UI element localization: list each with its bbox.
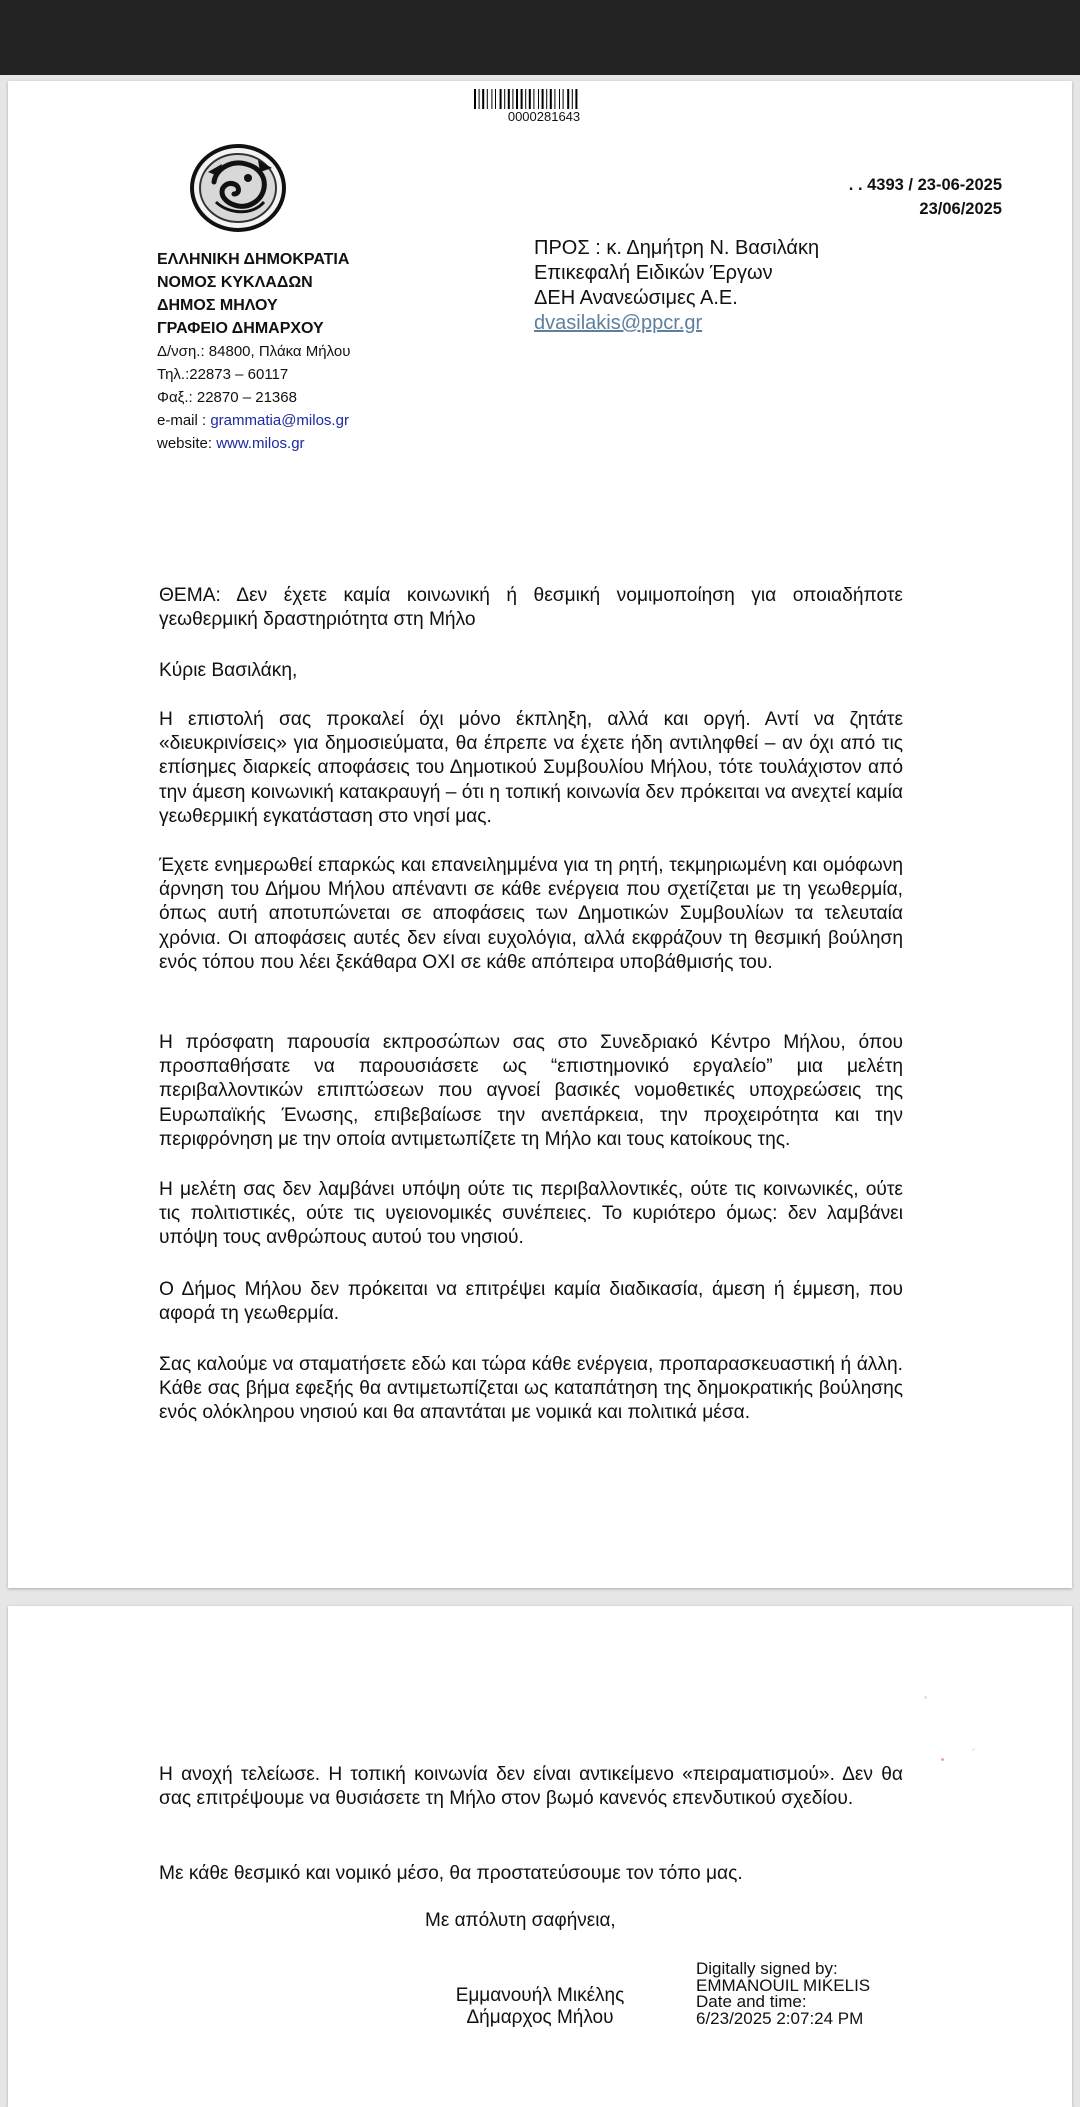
recipient-email-link[interactable]: dvasilakis@ppcr.gr bbox=[534, 312, 703, 334]
page2-paragraph-2 bbox=[159, 1862, 903, 1886]
paragraph-5 bbox=[159, 1278, 903, 1326]
barcode-bar bbox=[546, 89, 547, 109]
sender-website-link[interactable]: www.milos.gr bbox=[216, 435, 305, 452]
paragraph-4 bbox=[159, 1178, 903, 1251]
sender-phone: Τηλ.:22873 – 60117 bbox=[157, 366, 289, 383]
municipality-seal-logo bbox=[188, 142, 288, 234]
barcode-bar bbox=[533, 89, 534, 109]
barcode-bar bbox=[559, 89, 560, 109]
barcode-bar bbox=[516, 89, 518, 109]
paragraph-1 bbox=[159, 708, 903, 829]
subject-line bbox=[159, 584, 903, 632]
sender-email-link[interactable]: grammatia@milos.gr bbox=[210, 412, 349, 429]
paragraph-text: Ο Δήμος Μήλου δεν πρόκειται να επιτρέψει καμία διαδικασία, άμεση ή έμμεση, που αφορά τη γεωθερμία. bbox=[159, 1279, 903, 1325]
digital-signature bbox=[696, 1961, 870, 2027]
sender-website-row bbox=[157, 432, 350, 455]
barcode-bar bbox=[500, 89, 502, 109]
barcode-bar bbox=[482, 89, 484, 109]
stray-mark bbox=[972, 1748, 975, 1751]
barcode-bar bbox=[504, 89, 505, 109]
stray-mark bbox=[924, 1696, 927, 1699]
digital-signature-line-1: Digitally signed by: bbox=[696, 1959, 838, 1978]
salutation-text: Κύριε Βασιλάκη, bbox=[159, 660, 298, 681]
barcode-bar bbox=[567, 89, 569, 109]
digital-signature-line-2: EMMANOUIL MIKELIS bbox=[696, 1975, 871, 1995]
barcode-bar bbox=[550, 89, 552, 109]
barcode-bar bbox=[538, 89, 539, 109]
barcode-bar bbox=[563, 89, 564, 109]
barcode-bar bbox=[575, 89, 577, 109]
signatory-title: Δήμαρχος Μήλου bbox=[466, 2007, 614, 2028]
sender-line-1: ΕΛΛΗΝΙΚΗ ΔΗΜΟΚΡΑΤΙΑ bbox=[157, 251, 350, 268]
digital-signature-line-4: 6/23/2025 2:07:24 PM bbox=[696, 2008, 864, 2028]
paragraph-6 bbox=[159, 1353, 903, 1426]
barcode-bar bbox=[479, 89, 480, 109]
barcode-bar bbox=[521, 89, 523, 109]
paragraph-2 bbox=[159, 854, 903, 975]
barcode-bar bbox=[474, 89, 476, 109]
digital-signature-line-3: Date and time: bbox=[696, 1992, 807, 2011]
protocol-block bbox=[849, 173, 1002, 221]
closing-line: Με απόλυτη σαφήνεια, bbox=[425, 1910, 616, 1931]
barcode-number: 0000281643 bbox=[507, 109, 581, 124]
sender-address: Δ/νση.: 84800, Πλάκα Μήλου bbox=[157, 343, 351, 360]
signatory-name: Εμμανουήλ Μικέλης bbox=[455, 1985, 625, 2006]
barcode-bar bbox=[491, 89, 492, 109]
paragraph-text: Έχετε ενημερωθεί επαρκώς και επανειλημμένα για τη ρητή, τεκμηριωμένη και ομόφωνη άρνηση του Δήμου Μήλου απέναντι σε κάθε ενέργεια που σχετίζεται με τη γεωθερμία, όπως αυτή αποτυπώνεται σε αποφάσεις των Δημοτικών Συμβουλίων τα τελευταία χρόνια. Οι αποφάσεις αυτές δεν είναι ευχολόγια, αλλά εκφράζουν τη θεσμική βούληση ενός τόπου που λέει ξεκάθαρα ΟΧΙ σε κάθε απόπειρα υποβάθμισής του. bbox=[159, 855, 903, 973]
barcode-bar bbox=[572, 89, 573, 109]
stray-mark bbox=[941, 1758, 944, 1761]
page2-paragraph-1 bbox=[159, 1763, 903, 1811]
paragraph-text: Η ανοχή τελείωσε. Η τοπική κοινωνία δεν είναι αντικείμενο «πειραματισμού». Δεν θα σας επιτρέψουμε να θυσιάσετε τη Μήλο στον βωμό κανενός επενδυτικού σχεδίου. bbox=[159, 1764, 903, 1810]
sender-block bbox=[157, 248, 350, 455]
paragraph-text: Η επιστολή σας προκαλεί όχι μόνο έκπληξη, αλλά και οργή. Αντί να ζητάτε «διευκρινίσεις» για δημοσιεύματα, θα έπρεπε να έχετε ήδη αντιληφθεί – αν όχι από τις επίσημες διαρκείς αποφάσεις του Δημοτικού Συμβουλίου Μήλου, τότε τουλάχιστον από την άμεση κοινωνική κατακραυγή – ότι η τοπική κοινωνία δεν πρόκειται να ανεχτεί καμία γεωθερμική εγκατάσταση στο νησί μας. bbox=[159, 709, 903, 827]
barcode-image bbox=[474, 89, 614, 109]
barcode-bar bbox=[495, 89, 496, 109]
paragraph-text: Με κάθε θεσμικό και νομικό μέσο, θα προστατεύσουμε τον τόπο μας. bbox=[159, 1863, 743, 1884]
barcode-bar bbox=[554, 89, 555, 109]
recipient-block bbox=[534, 236, 819, 336]
signatory-block bbox=[440, 1985, 640, 2029]
barcode-bar bbox=[487, 89, 488, 109]
recipient-line-1: ΠΡΟΣ : κ. Δημήτρη Ν. Βασιλάκη bbox=[534, 237, 820, 259]
sender-email-row bbox=[157, 409, 350, 432]
subject-text: ΘΕΜΑ: Δεν έχετε καμία κοινωνική ή θεσμική νομιμοποίηση για οποιαδήποτε γεωθερμική δραστηριότητα στη Μήλο bbox=[159, 585, 903, 631]
viewer-top-bar bbox=[0, 0, 1080, 75]
protocol-date: 23/06/2025 bbox=[919, 200, 1002, 218]
barcode-bar bbox=[525, 89, 526, 109]
recipient-line-3: ΔΕΗ Ανανεώσιμες Α.Ε. bbox=[534, 287, 738, 309]
sender-line-4: ΓΡΑΦΕΙΟ ΔΗΜΑΡΧΟΥ bbox=[157, 320, 324, 337]
document-page-2 bbox=[8, 1606, 1072, 2107]
salutation bbox=[159, 659, 903, 683]
sender-line-2: ΝΟΜΟΣ ΚΥΚΛΑΔΩΝ bbox=[157, 274, 313, 291]
protocol-number: . . 4393 / 23-06-2025 bbox=[848, 176, 1002, 194]
recipient-line-2: Επικεφαλή Ειδικών Έργων bbox=[534, 262, 773, 284]
sender-fax: Φαξ.: 22870 – 21368 bbox=[157, 389, 297, 406]
barcode-bar bbox=[529, 89, 531, 109]
paragraph-text: Η πρόσφατη παρουσία εκπροσώπων σας στο Συνεδριακό Κέντρο Μήλου, όπου προσπαθήσατε να παρουσιάσετε ως “επιστημονικό εργαλείο” μια μελέτη περιβαλλοντικών επιπτώσεων που αγνοεί βασικές νομοθετικές υποχρεώσεις της Ευρωπαϊκής Ένωσης, επιβεβαίωσε την ανεπάρκεια, την προχειρότητα και την περιφρόνηση με την οποία αντιμετωπίζετε τη Μήλο και τους κατοίκους της. bbox=[159, 1032, 903, 1150]
paragraph-text: Σας καλούμε να σταματήσετε εδώ και τώρα κάθε ενέργεια, προπαρασκευαστική ή άλλη. Κάθε σας βήμα εφεξής θα αντιμετωπίζεται ως καταπάτηση της δημοκρατικής βούλησης ενός ολόκληρου νησιού και θα απαντάται με νομικά και πολιτικά μέσα. bbox=[159, 1354, 903, 1424]
barcode-bar bbox=[512, 89, 513, 109]
sender-website-label: website: bbox=[157, 435, 217, 452]
sender-line-3: ΔΗΜΟΣ ΜΗΛΟΥ bbox=[157, 297, 278, 314]
barcode-bar bbox=[542, 89, 544, 109]
sender-email-label: e-mail : bbox=[157, 412, 211, 429]
paragraph-text: Η μελέτη σας δεν λαμβάνει υπόψη ούτε τις περιβαλλοντικές, ούτε τις κοινωνικές, ούτε τις πολιτιστικές, ούτε τις υγειονομικές συνέπειες. Το κυριότερο όμως: δεν λαμβάνει υπόψη τους ανθρώπους αυτού του νησιού. bbox=[159, 1179, 903, 1249]
barcode-bar bbox=[508, 89, 510, 109]
paragraph-3 bbox=[159, 1031, 903, 1152]
